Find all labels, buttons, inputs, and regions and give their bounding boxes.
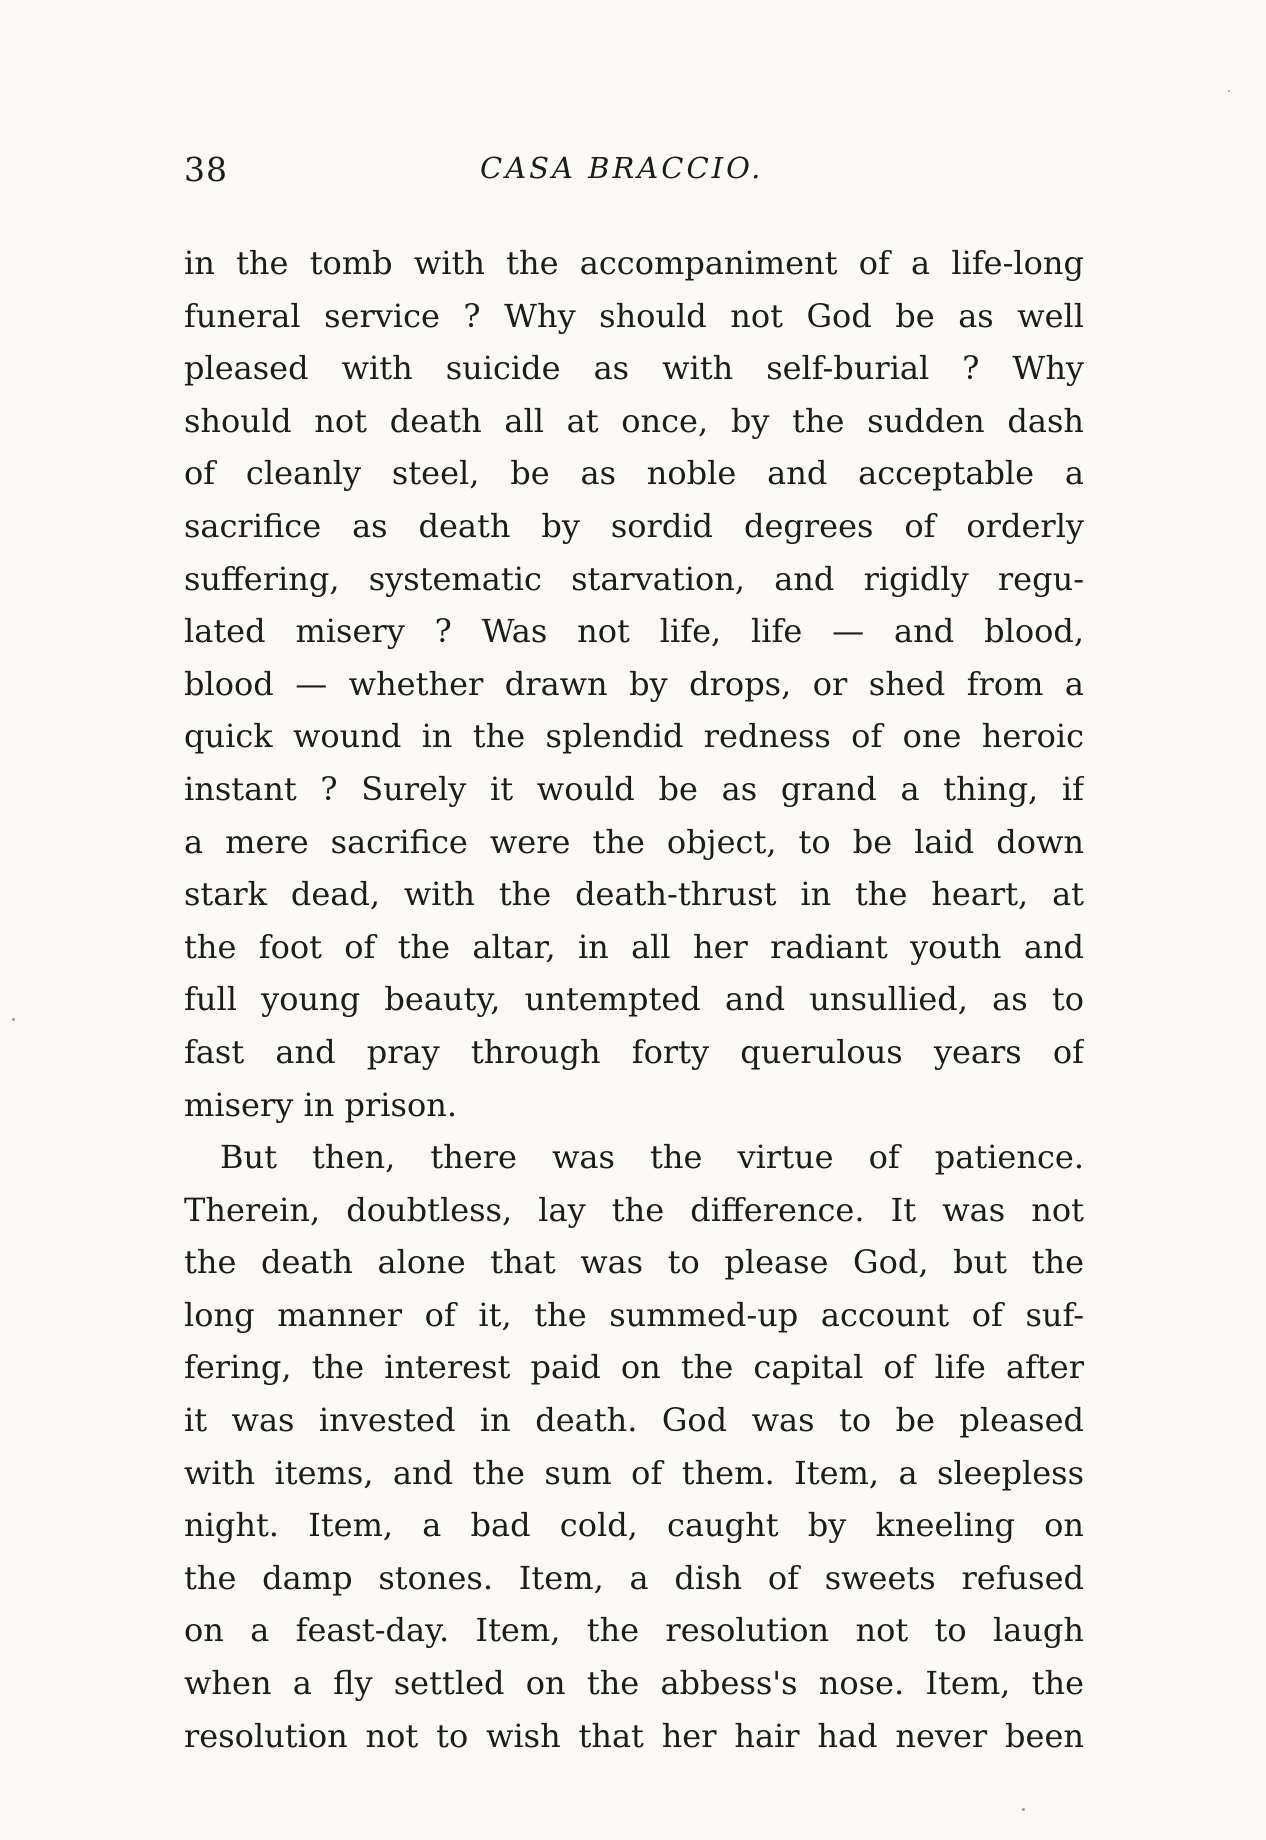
- text-line: the damp stones. Item, a dish of sweets refused: [184, 1558, 1084, 1597]
- text-line: misery in prison.: [184, 1085, 457, 1124]
- text-line: suffering, systematic starvation, and rigidly regu-: [184, 559, 1084, 598]
- text-line: a mere sacrifice were the object, to be laid down: [184, 822, 1084, 861]
- text-line: funeral service ? Why should not God be as well: [184, 296, 1084, 335]
- text-line: full young beauty, untempted and unsullied, as to: [184, 980, 1084, 1019]
- paper-speck: [1228, 90, 1230, 92]
- paper-speck: [12, 1018, 15, 1021]
- text-line: resolution not to wish that her hair had never been: [184, 1716, 1084, 1755]
- text-line: pleased with suicide as with self-burial ? Why: [184, 349, 1084, 388]
- paper-speck: [1022, 1808, 1025, 1811]
- body-text: [184, 237, 1084, 1762]
- text-line: should not death all at once, by the sudden dash: [184, 401, 1084, 440]
- text-line: of cleanly steel, be as noble and acceptable a: [184, 454, 1084, 493]
- text-line: stark dead, with the death-thrust in the heart, at: [184, 875, 1084, 914]
- page-number: 38: [184, 150, 228, 189]
- text-line: on a feast-day. Item, the resolution not to laugh: [184, 1611, 1084, 1650]
- text-line: the death alone that was to please God, but the: [184, 1243, 1084, 1282]
- running-title: CASA BRACCIO.: [480, 151, 764, 185]
- text-line: the foot of the altar, in all her radiant youth and: [184, 927, 1084, 966]
- text-line: in the tomb with the accompaniment of a life-long: [184, 244, 1084, 282]
- text-line: instant ? Surely it would be as grand a thing, if: [184, 769, 1084, 808]
- text-line: long manner of it, the summed-up account of suf-: [184, 1295, 1084, 1334]
- text-line: But then, there was the virtue of patience.: [220, 1138, 1084, 1177]
- text-line: lated misery ? Was not life, life — and blood,: [184, 612, 1084, 651]
- running-head: [184, 150, 1084, 190]
- text-line: it was invested in death. God was to be pleased: [184, 1401, 1084, 1440]
- text-line: sacrifice as death by sordid degrees of orderly: [184, 506, 1084, 545]
- text-line: with items, and the sum of them. Item, a sleepless: [184, 1453, 1084, 1492]
- text-line: quick wound in the splendid redness of one heroic: [184, 717, 1084, 756]
- text-line: night. Item, a bad cold, caught by kneeling on: [184, 1506, 1084, 1545]
- text-line: when a fly settled on the abbess's nose. Item, the: [184, 1664, 1084, 1703]
- text-line: fast and pray through forty querulous years of: [184, 1032, 1084, 1071]
- text-line: fering, the interest paid on the capital of life after: [184, 1348, 1084, 1387]
- text-line: Therein, doubtless, lay the difference. It was not: [184, 1190, 1084, 1229]
- text-line: blood — whether drawn by drops, or shed from a: [184, 664, 1084, 703]
